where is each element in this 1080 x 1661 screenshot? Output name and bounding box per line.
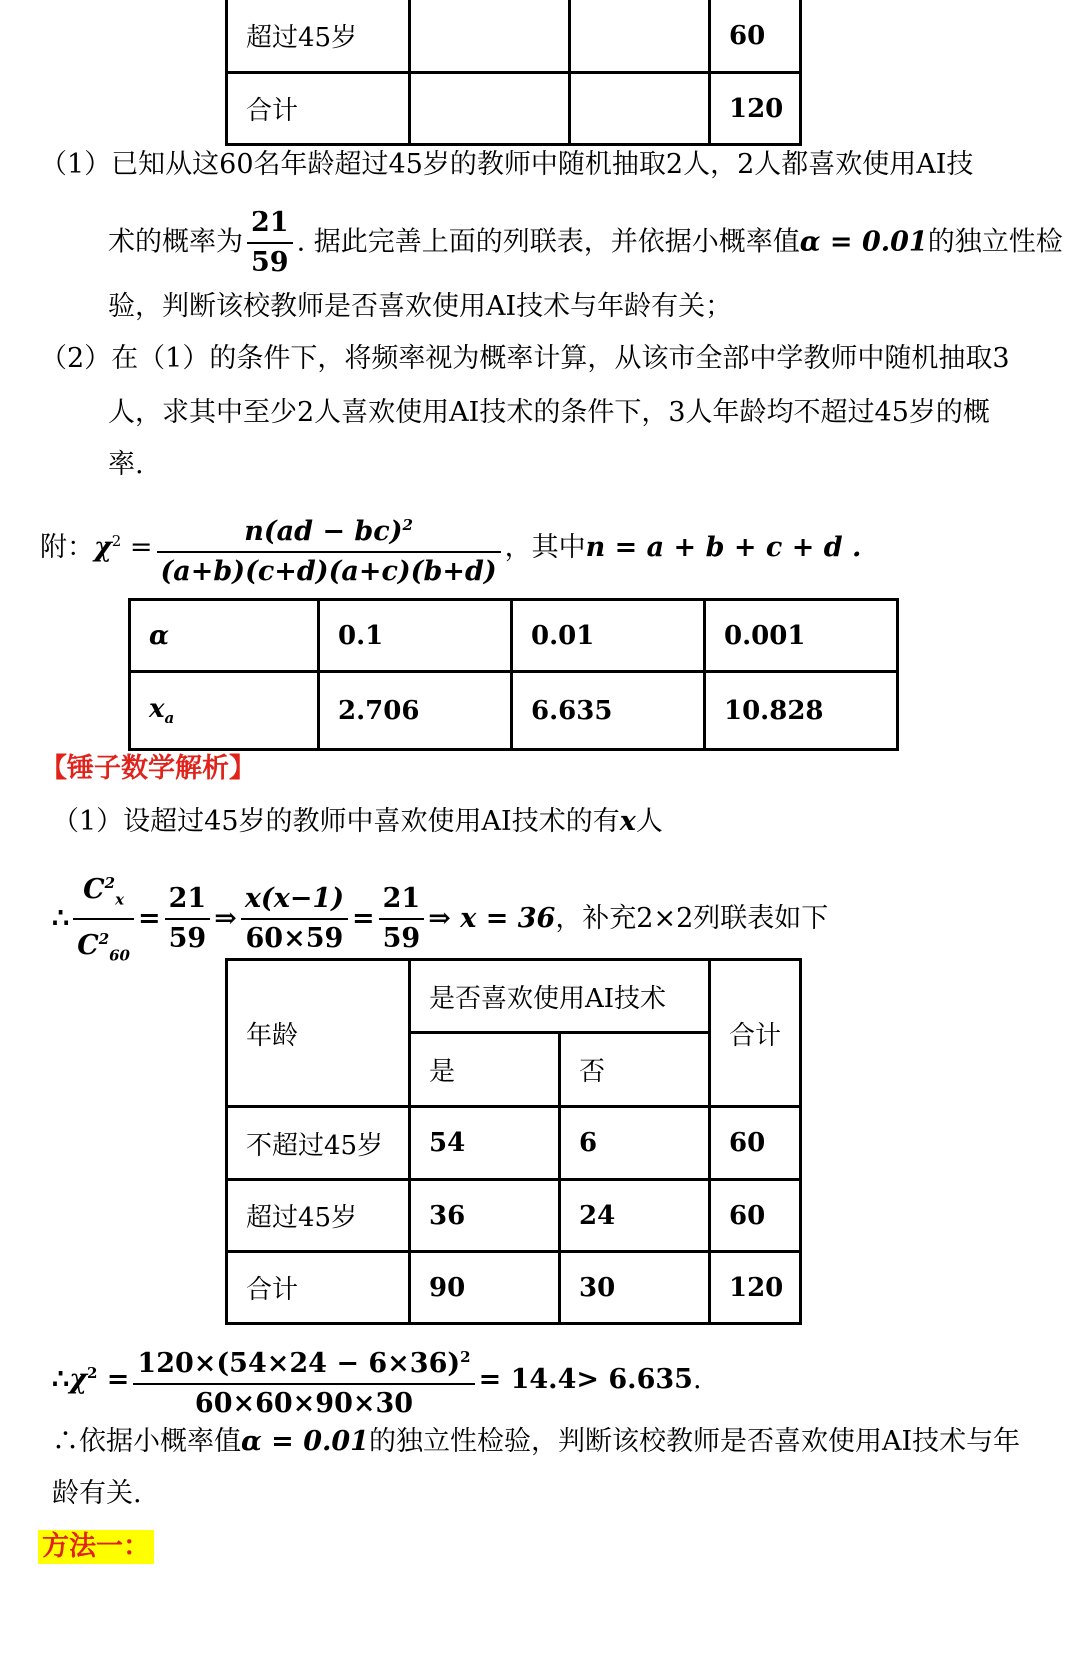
alpha-value: 0.1: [319, 600, 512, 672]
fraction-denominator: (a+b)(c+d)(a+c)(b+d): [160, 556, 497, 587]
total-cell: 60: [710, 0, 801, 73]
total-cell: 120: [710, 73, 801, 145]
fraction-numerator: [73, 866, 134, 920]
therefore-symbol: ∴: [52, 902, 70, 934]
table-row: [227, 1107, 801, 1180]
table-header-row: [227, 960, 801, 1033]
fraction-denominator: 59: [251, 247, 289, 278]
q1-line1: （1）已知从这60名年龄超过45岁的教师中随机抽取2人，2人都喜欢使用AI技: [40, 149, 974, 180]
method-label: 方法一：: [38, 1530, 154, 1564]
fraction-numerator: [157, 508, 501, 553]
yes-cell: [410, 73, 570, 145]
alpha-expr: α = 0.01: [799, 226, 928, 258]
top-contingency-table: [225, 0, 802, 146]
yes-header: 是: [410, 1033, 560, 1107]
table-row: [227, 1252, 801, 1324]
prob-fraction: [247, 206, 293, 280]
row-label: 超过45岁: [227, 0, 410, 73]
critical-value-table: [128, 598, 899, 751]
c-bot-sub: 60: [109, 946, 130, 965]
fraction-numerator: 21: [379, 882, 425, 920]
c-top-sup: 2: [104, 874, 116, 892]
x-result: x = 36: [460, 902, 556, 934]
x-text: x: [149, 693, 165, 724]
alpha-label: α: [130, 600, 319, 672]
table-row: [130, 600, 898, 672]
rhs-fraction: [165, 882, 211, 956]
q2-line1: （2）在（1）的条件下，将频率视为概率计算，从该市全部中学教师中随机抽取3: [40, 343, 1010, 374]
no-cell: 6: [560, 1107, 710, 1180]
q1-line2c: 的独立性检: [927, 226, 1063, 258]
solution-header: 【锤子数学解析】: [40, 753, 256, 784]
table-row: [227, 1180, 801, 1252]
critical-value: 2.706: [319, 672, 512, 750]
total-header: 合计: [710, 960, 801, 1107]
row-label: 不超过45岁: [227, 1107, 410, 1180]
alpha-value: 0.01: [512, 600, 705, 672]
chi-sup: 2: [111, 532, 122, 550]
combination-fraction: [73, 866, 134, 973]
fraction-denominator: [73, 920, 134, 972]
fraction-denominator: 60×59: [245, 923, 344, 955]
chi-dot: .: [692, 1364, 702, 1395]
x-label: [130, 672, 319, 750]
appendix-tail: ，其中: [504, 532, 586, 563]
fraction-denominator: 60×60×90×30: [194, 1388, 414, 1419]
critical-value: 6.635: [512, 672, 705, 750]
conclusion-alpha: α = 0.01: [241, 1426, 369, 1457]
chi-fraction: [157, 508, 501, 589]
c-bot: C: [77, 930, 99, 962]
row-label: 合计: [227, 73, 410, 145]
equation-line: ∴ $\frac{C^2_x}{C^2_{60}}$ = $\frac{21}{59}$ ⇒ $\frac{x(x-1)}{60\times 59}$ = $\frac{21}{59}$ ⇒ x = 36，补充2×2列联表如下: [52, 866, 828, 973]
fraction-numerator: [133, 1340, 474, 1385]
chi-sup: 2: [86, 1364, 98, 1382]
fraction-numerator: 21: [247, 206, 293, 244]
row-label: 合计: [227, 1252, 410, 1324]
chi-square-computation: $\therefore\chi^2$ = $\frac{120\times(54\times 24 - 6\times 36)^2}{60\times 60\times 90\times 30}$ = 14.4> 6.635.: [52, 1340, 702, 1421]
step1-var: x: [619, 806, 636, 837]
no-cell: [570, 73, 710, 145]
conclusion-line2: 龄有关.: [52, 1478, 142, 1509]
step1-end: 人: [635, 806, 663, 837]
q1-line3: 验，判断该校教师是否喜欢使用AI技术与年龄有关；: [108, 291, 733, 322]
x-sub: a: [164, 709, 175, 728]
n-expr: n = a + b + c + d .: [585, 532, 862, 563]
implies-symbol: ⇒: [428, 902, 451, 934]
total-cell: 60: [710, 1107, 801, 1180]
fraction-numerator: x(x−1): [241, 882, 348, 920]
no-header: 否: [560, 1033, 710, 1107]
equals: =: [129, 532, 153, 563]
chi-result: = 14.4> 6.635: [478, 1364, 693, 1395]
critical-value: 10.828: [705, 672, 898, 750]
q1-line2: [108, 206, 1063, 280]
yes-cell: 90: [410, 1252, 560, 1324]
no-cell: 30: [560, 1252, 710, 1324]
group-header: 是否喜欢使用AI技术: [410, 960, 710, 1033]
solution-step1: [52, 805, 663, 839]
numerator-sup: 2: [402, 516, 413, 534]
chi-numerator-text: 120×(54×24 − 6×36): [137, 1348, 461, 1379]
c-bot-sup: 2: [98, 930, 110, 949]
chi-symbol: χ: [94, 532, 112, 563]
fraction-denominator: 59: [168, 923, 207, 955]
c-top: C: [83, 874, 105, 905]
alpha-value: 0.001: [705, 600, 898, 672]
conclusion-text-a: ∴依据小概率值: [52, 1426, 241, 1457]
chi-symbol: χ: [69, 1364, 87, 1395]
contingency-table: [225, 958, 802, 1325]
chi-value-fraction: [133, 1340, 474, 1421]
x-fraction: [241, 882, 348, 956]
no-cell: 24: [560, 1180, 710, 1252]
conclusion-text-b: 的独立性检验，判断该校教师是否喜欢使用AI技术与年: [368, 1426, 1021, 1457]
appendix-formula: [40, 508, 861, 589]
conclusion-line1: [52, 1425, 1020, 1459]
table-row: [227, 0, 801, 73]
fraction-denominator: 59: [382, 923, 421, 955]
yes-cell: 54: [410, 1107, 560, 1180]
result-tail: ，补充2×2列联表如下: [555, 902, 829, 934]
total-cell: 60: [710, 1180, 801, 1252]
row-label: 超过45岁: [227, 1180, 410, 1252]
fraction-numerator: 21: [165, 882, 211, 920]
chi-numerator-sup: 2: [460, 1348, 471, 1366]
total-cell: 120: [710, 1252, 801, 1324]
yes-cell: 36: [410, 1180, 560, 1252]
appendix-label: 附：: [40, 532, 94, 563]
no-cell: [570, 0, 710, 73]
therefore-symbol: ∴: [52, 1364, 70, 1395]
numerator-text: n(ad − bc): [244, 516, 403, 547]
q1-line2b: . 据此完善上面的列联表，并依据小概率值: [296, 226, 800, 258]
yes-cell: [410, 0, 570, 73]
age-header: 年龄: [227, 960, 410, 1107]
q2-line3: 率.: [108, 449, 144, 480]
step1-text: （1）设超过45岁的教师中喜欢使用AI技术的有: [52, 806, 620, 837]
c-top-sub: x: [115, 890, 125, 909]
q2-line2: 人，求其中至少2人喜欢使用AI技术的条件下，3人年龄均不超过45岁的概: [108, 397, 990, 428]
q1-line2a: 术的概率为: [108, 226, 243, 258]
table-row: [227, 73, 801, 145]
implies-symbol: ⇒: [214, 902, 237, 934]
table-row: [130, 672, 898, 750]
rhs-fraction-2: [379, 882, 425, 956]
